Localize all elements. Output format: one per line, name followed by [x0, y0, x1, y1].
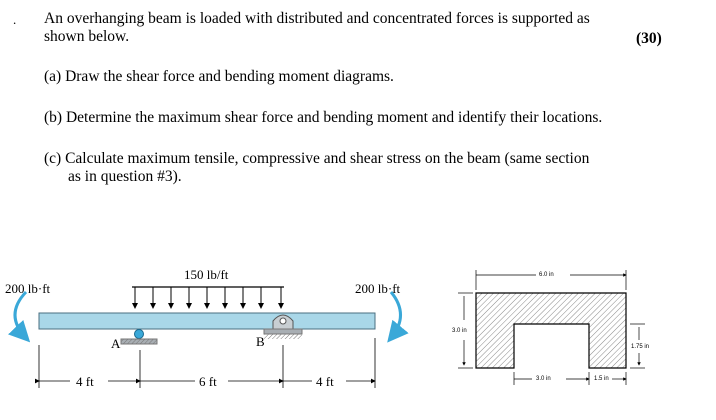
part-a: (a) Draw the shear force and bending moment diagrams.: [44, 68, 394, 85]
left-moment-label: 200 lb·ft: [5, 281, 51, 296]
distributed-load-label: 150 lb/ft: [184, 267, 229, 282]
section-height: 3.0 in: [452, 328, 467, 334]
section-top-width: 6.0 in: [539, 272, 554, 278]
dim-right-label: 4 ft: [316, 374, 334, 389]
points-label: (30): [636, 30, 662, 47]
intro-line-1: An overhanging beam is loaded with distributed and concentrated forces is supported as: [44, 10, 590, 27]
channel-section: [476, 293, 626, 368]
section-bottom-left: 3.0 in: [536, 376, 551, 382]
section-inner-height: 1.75 in: [631, 344, 650, 350]
part-c-line-2: as in question #3).: [68, 168, 182, 185]
intro-line-2: shown below.: [44, 28, 130, 45]
part-b: (b) Determine the maximum shear force and bending moment and identify their locations.: [44, 109, 603, 126]
support-a-label: A: [111, 336, 121, 351]
stray-mark: .: [13, 12, 17, 27]
dim-left-label: 4 ft: [76, 374, 94, 389]
dim-middle-label: 6 ft: [199, 374, 217, 389]
part-c-line-1: (c) Calculate maximum tensile, compressive and shear stress on the beam (same section: [44, 150, 590, 167]
section-bottom-right: 1.5 in: [594, 376, 609, 382]
right-moment-label: 200 lb·ft: [355, 281, 401, 296]
support-b-label: B: [256, 334, 265, 349]
